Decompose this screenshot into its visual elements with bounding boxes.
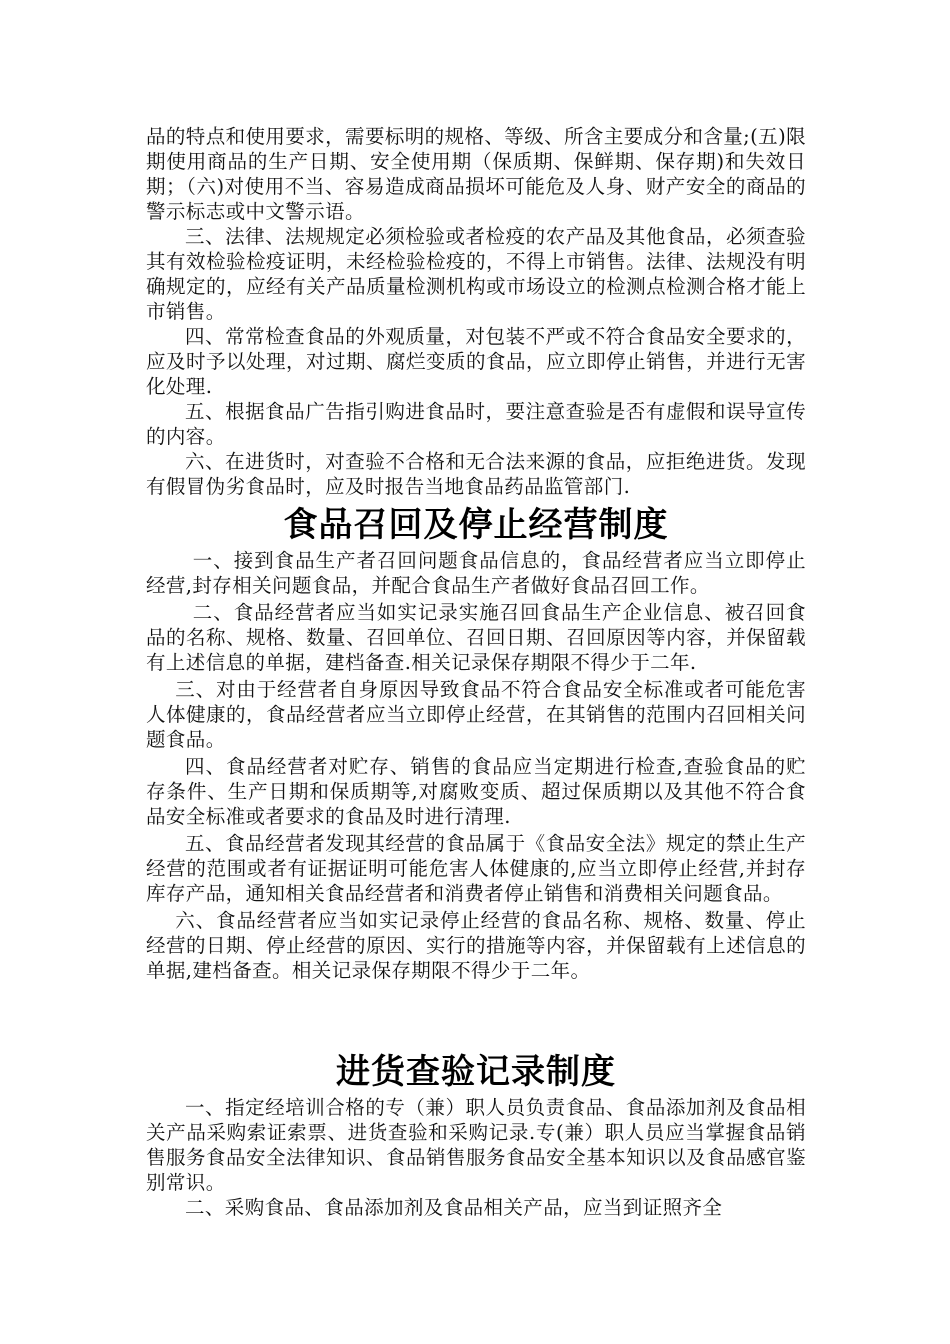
paragraph: 四、食品经营者对贮存、销售的食品应当定期进行检查,查验食品的贮存条件、生产日期和保质期等,对腐败变质、超过保质期以及其他不符合食品安全标准或者要求的食品及时进行清理. [146,755,806,828]
paragraph: 四、常常检查食品的外观质量，对包装不严或不符合食品安全要求的，应及时予以处理，对过期、腐烂变质的食品，应立即停止销售，并进行无害化处理. [146,325,806,398]
paragraph: 品的特点和使用要求，需要标明的规格、等级、所含主要成分和含量;(五)限期使用商品的生产日期、安全使用期（保质期、保鲜期、保存期)和失效日期；（六)对使用不当、容易造成商品损坏可能危及人身、财产安全的商品的警示标志或中文警示语。 [146,125,806,223]
section-recall-body [146,548,806,983]
paragraph: 六、食品经营者应当如实记录停止经营的食品名称、规格、数量、停止经营的日期、停止经营的原因、实行的措施等内容，并保留载有上述信息的单据,建档备查。相关记录保存期限不得少于二年。 [146,909,806,982]
section-continued-text [146,124,806,499]
paragraph: 一、接到食品生产者召回问题食品信息的，食品经营者应当立即停止经营,封存相关问题食品，并配合食品生产者做好食品召回工作。 [146,549,806,597]
section-title-inspection: 进货查验记录制度 [336,1052,616,1092]
paragraph: 三、法律、法规规定必须检验或者检疫的农产品及其他食品，必须查验其有效检验检疫证明，未经检验检疫的，不得上市销售。法律、法规没有明确规定的，应经有关产品质量检测机构或市场设立的检测点检测合格才能上市销售。 [146,225,806,323]
section-title-recall: 食品召回及停止经营制度 [283,505,669,545]
paragraph: 五、根据食品广告指引购进食品时，要注意查验是否有虚假和误导宣传的内容。 [146,400,806,448]
paragraph: 二、食品经营者应当如实记录实施召回食品生产企业信息、被召回食品的名称、规格、数量、召回单位、召回日期、召回原因等内容，并保留载有上述信息的单据，建档备查.相关记录保存期限不得少于二年. [146,601,806,674]
section-inspection-body [146,1095,806,1220]
paragraph: 一、指定经培训合格的专（兼）职人员负责食品、食品添加剂及食品相关产品采购索证索票、进货查验和采购记录.专(兼）职人员应当掌握食品销售服务食品安全法律知识、食品销售服务食品安全基本知识以及食品感官鉴别常识。 [146,1096,806,1194]
paragraph: 二、采购食品、食品添加剂及食品相关产品，应当到证照齐全 [185,1196,723,1219]
paragraph: 五、食品经营者发现其经营的食品属于《食品安全法》规定的禁止生产经营的范围或者有证据证明可能危害人体健康的,应当立即停止经营,并封存库存产品，通知相关食品经营者和消费者停止销售和消费相关问题食品。 [146,832,806,905]
paragraph: 三、对由于经营者自身原因导致食品不符合食品安全标准或者可能危害人体健康的，食品经营者应当立即停止经营，在其销售的范围内召回相关问题食品。 [146,678,806,751]
paragraph: 六、在进货时，对查验不合格和无合法来源的食品，应拒绝进货。发现有假冒伪劣食品时，应及时报告当地食品药品监管部门. [146,450,806,498]
